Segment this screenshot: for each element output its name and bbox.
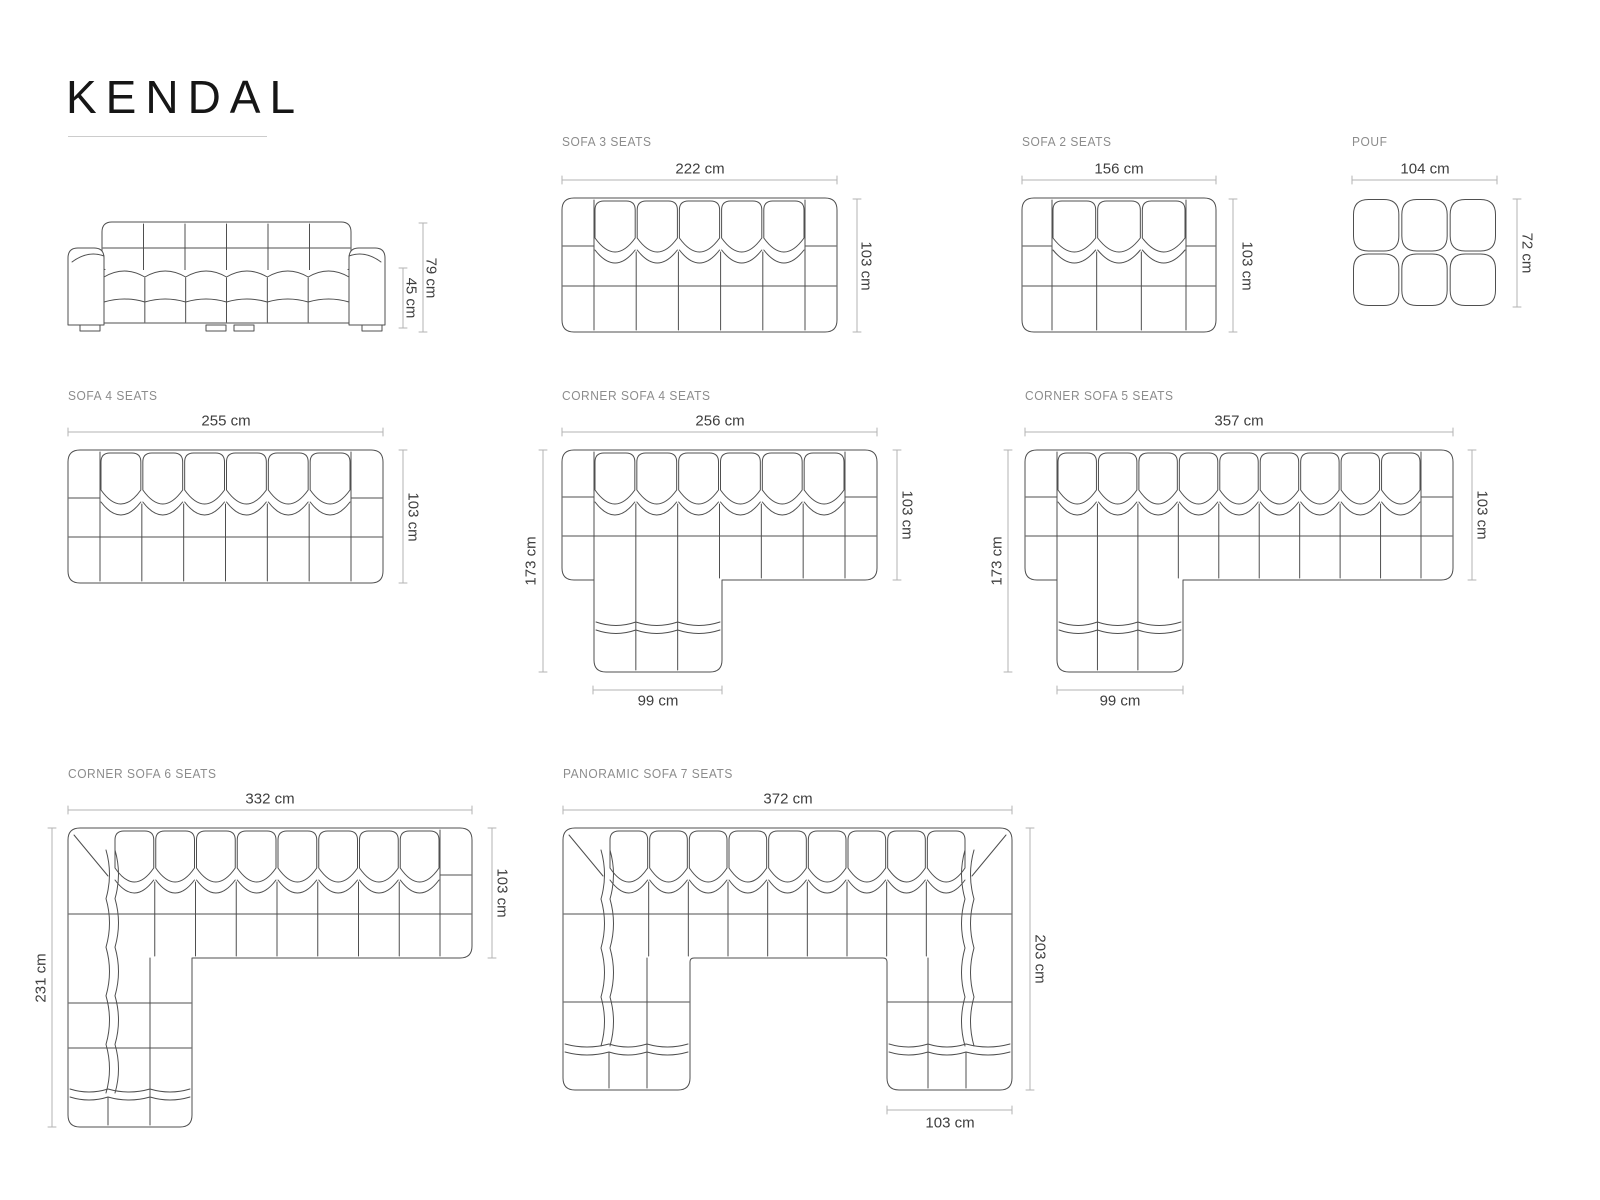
sofa-2-seats-width-dim: 156 cm bbox=[1094, 160, 1144, 178]
pouf-dimension-lines bbox=[1352, 176, 1521, 307]
title-underline bbox=[68, 136, 267, 137]
corner-sofa-4-seats-label: CORNER SOFA 4 SEATS bbox=[562, 388, 711, 403]
panoramic-sofa-depth-dim: 203 cm bbox=[1031, 934, 1049, 984]
corner-sofa-4-width-dim: 256 cm bbox=[695, 412, 745, 430]
sofa-2-seats-depth-dim: 103 cm bbox=[1238, 241, 1256, 291]
pouf-width-dim: 104 cm bbox=[1400, 160, 1450, 178]
corner-sofa-4-dimension-lines bbox=[539, 428, 901, 694]
corner-sofa-5-depth-dim: 103 cm bbox=[1473, 490, 1491, 540]
corner-sofa-6-seats-label: CORNER SOFA 6 SEATS bbox=[68, 766, 217, 781]
sofa-3-seats-depth-dim: 103 cm bbox=[857, 241, 875, 291]
page-title: KENDAL bbox=[66, 71, 305, 123]
corner-sofa-5-dimension-lines bbox=[1004, 428, 1476, 694]
corner-sofa-4-total-depth-dim: 173 cm bbox=[522, 536, 540, 586]
panoramic-sofa-width-dim: 372 cm bbox=[763, 790, 813, 808]
pouf-drawing bbox=[1354, 200, 1496, 306]
panoramic-sofa-arm-width-dim: 103 cm bbox=[925, 1114, 975, 1132]
hero-front-view-drawing bbox=[68, 222, 385, 331]
corner-sofa-4-chaise-dim: 99 cm bbox=[637, 692, 679, 710]
sofa-3-seats-drawing bbox=[562, 198, 837, 332]
sofa-4-seats-label: SOFA 4 SEATS bbox=[68, 388, 158, 403]
corner-sofa-5-seats-drawing bbox=[1025, 450, 1453, 672]
panoramic-sofa-dimension-lines bbox=[563, 806, 1034, 1114]
sofa-3-seats-width-dim: 222 cm bbox=[675, 160, 725, 178]
sofa-4-seats-depth-dim: 103 cm bbox=[404, 492, 422, 542]
corner-sofa-6-width-dim: 332 cm bbox=[245, 790, 295, 808]
corner-sofa-5-chaise-dim: 99 cm bbox=[1099, 692, 1141, 710]
sofa-3-seats-dimension-lines bbox=[562, 176, 861, 332]
corner-sofa-6-depth-dim: 103 cm bbox=[493, 868, 511, 918]
corner-sofa-5-seats-label: CORNER SOFA 5 SEATS bbox=[1025, 388, 1174, 403]
corner-sofa-4-depth-dim: 103 cm bbox=[898, 490, 916, 540]
panoramic-sofa-7-seats-drawing bbox=[563, 828, 1012, 1090]
corner-sofa-5-total-depth-dim: 173 cm bbox=[988, 536, 1006, 586]
pouf-label: POUF bbox=[1352, 134, 1388, 149]
sofa-2-seats-label: SOFA 2 SEATS bbox=[1022, 134, 1112, 149]
sofa-2-seats-drawing bbox=[1022, 198, 1216, 332]
corner-sofa-4-seats-drawing bbox=[562, 450, 877, 672]
sofa-2-seats-dimension-lines bbox=[1022, 176, 1237, 332]
sofa-4-seats-drawing bbox=[68, 450, 383, 583]
corner-sofa-6-seats-drawing bbox=[68, 828, 472, 1127]
sofa-4-seats-dimension-lines bbox=[68, 428, 407, 583]
sofa-4-seats-width-dim: 255 cm bbox=[201, 412, 251, 430]
sofa-3-seats-label: SOFA 3 SEATS bbox=[562, 134, 652, 149]
corner-sofa-6-dimension-lines bbox=[48, 806, 496, 1127]
corner-sofa-6-total-depth-dim: 231 cm bbox=[32, 953, 50, 1003]
pouf-depth-dim: 72 cm bbox=[1518, 232, 1536, 274]
corner-sofa-5-width-dim: 357 cm bbox=[1214, 412, 1264, 430]
hero-height-dim: 79 cm bbox=[422, 257, 440, 299]
hero-seat-height-dim: 45 cm bbox=[402, 277, 420, 319]
panoramic-sofa-7-seats-label: PANORAMIC SOFA 7 SEATS bbox=[563, 766, 733, 781]
